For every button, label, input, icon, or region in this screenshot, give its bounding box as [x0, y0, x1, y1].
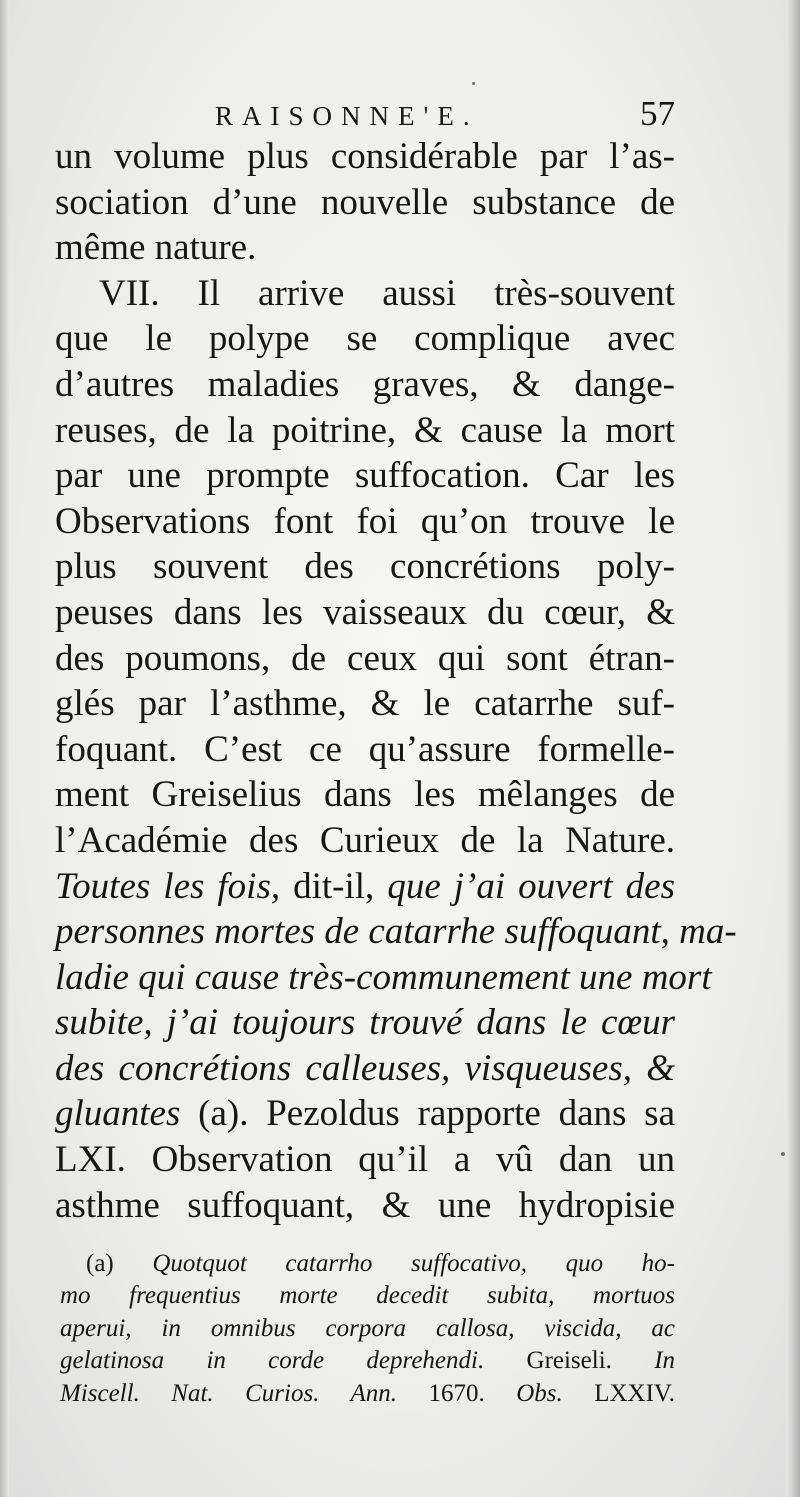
- footnote-line: mo frequentius morte decedit subita, mortuos: [60, 1282, 675, 1310]
- body-text: [55, 134, 737, 1228]
- page-left-edge-shadow: [0, 0, 9, 1497]
- text-line-quotation: ladie qui cause très-communement une mort: [55, 956, 712, 998]
- footnote-line: aperui, in omnibus corpora callosa, viscida, ac: [60, 1314, 675, 1342]
- text-line: plus souvent des concrétions poly-: [55, 546, 675, 588]
- footnote: [60, 1248, 675, 1410]
- footnote-citation: Greiseli.: [484, 1347, 655, 1375]
- text-line: Observations font foi qu’on trouve le: [55, 500, 675, 542]
- footnote-line: [60, 1378, 675, 1410]
- quote-italic-part: Toutes les fois,: [55, 865, 281, 907]
- footnote-citation: 1670.: [397, 1379, 517, 1407]
- quote-roman-part: dit-il,: [280, 865, 388, 907]
- text-line-quotation: personnes mortes de catarrhe suffoquant, ma-: [55, 911, 737, 953]
- page-number: 57: [640, 94, 675, 133]
- text-line: VII. Il arrive aussi très-souvent: [99, 272, 675, 314]
- footnote-marker: (a): [86, 1250, 114, 1277]
- footnote-text: Miscell. Nat. Curios. Ann.: [60, 1379, 398, 1407]
- footnote-text: In: [654, 1347, 676, 1375]
- footnote-line: [60, 1248, 675, 1280]
- text-line: LXI. Observation qu’il a vû dan un: [55, 1139, 675, 1181]
- text-line: foquant. C’est ce qu’assure formelle-: [55, 728, 675, 770]
- text-line: par une prompte suffocation. Car les: [55, 455, 675, 497]
- text-line: reuses, de la poitrine, & cause la mort: [55, 409, 675, 451]
- quote-italic-part: que j’ai ouvert des: [387, 865, 675, 907]
- text-line: un volume plus considérable par l’as-: [55, 136, 675, 177]
- text-line: sociation d’une nouvelle substance de: [55, 181, 675, 223]
- page-right-edge-shadow: [786, 0, 800, 1497]
- text-line: même nature.: [55, 227, 257, 269]
- text-line: des poumons, de ceux qui sont étran-: [55, 637, 675, 679]
- text-line: peuses dans les vaisseaux du cœur, &: [55, 591, 675, 633]
- footnote-line: [60, 1345, 675, 1377]
- paper-speck: [472, 82, 475, 85]
- footnote-text: Quotquot catarrho suffocativo, quo ho-: [152, 1250, 675, 1277]
- footnote-reference: (a). Pezoldus rapporte dans sa: [180, 1093, 675, 1135]
- quote-italic-part: gluantes: [55, 1093, 181, 1135]
- text-line-quotation: subite, j’ai toujours trouvé dans le cœur: [55, 1002, 675, 1044]
- text-line-quotation: des concrétions calleuses, visqueuses, &: [55, 1047, 675, 1089]
- text-line: glés par l’asthme, & le catarrhe suf-: [55, 683, 675, 725]
- text-line: que le polype se complique avec: [55, 318, 675, 360]
- text-line: l’Académie des Curieux de la Nature.: [55, 819, 675, 861]
- text-line: asthme suffoquant, & une hydropisie: [55, 1184, 675, 1226]
- paper-speck: [781, 1152, 785, 1156]
- footnote-text: Obs.: [516, 1379, 563, 1407]
- text-line: d’autres maladies graves, & dange-: [55, 363, 675, 405]
- text-line: ment Greiselius dans les mêlanges de: [55, 774, 675, 816]
- text-line-quotation: [55, 864, 675, 910]
- text-line: [55, 1091, 675, 1137]
- footnote-text: gelatinosa in corde deprehendi.: [60, 1347, 485, 1375]
- page-header: [55, 94, 675, 138]
- footnote-citation: LXXIV.: [562, 1379, 676, 1407]
- running-title: RAISONNE'E.: [215, 101, 479, 131]
